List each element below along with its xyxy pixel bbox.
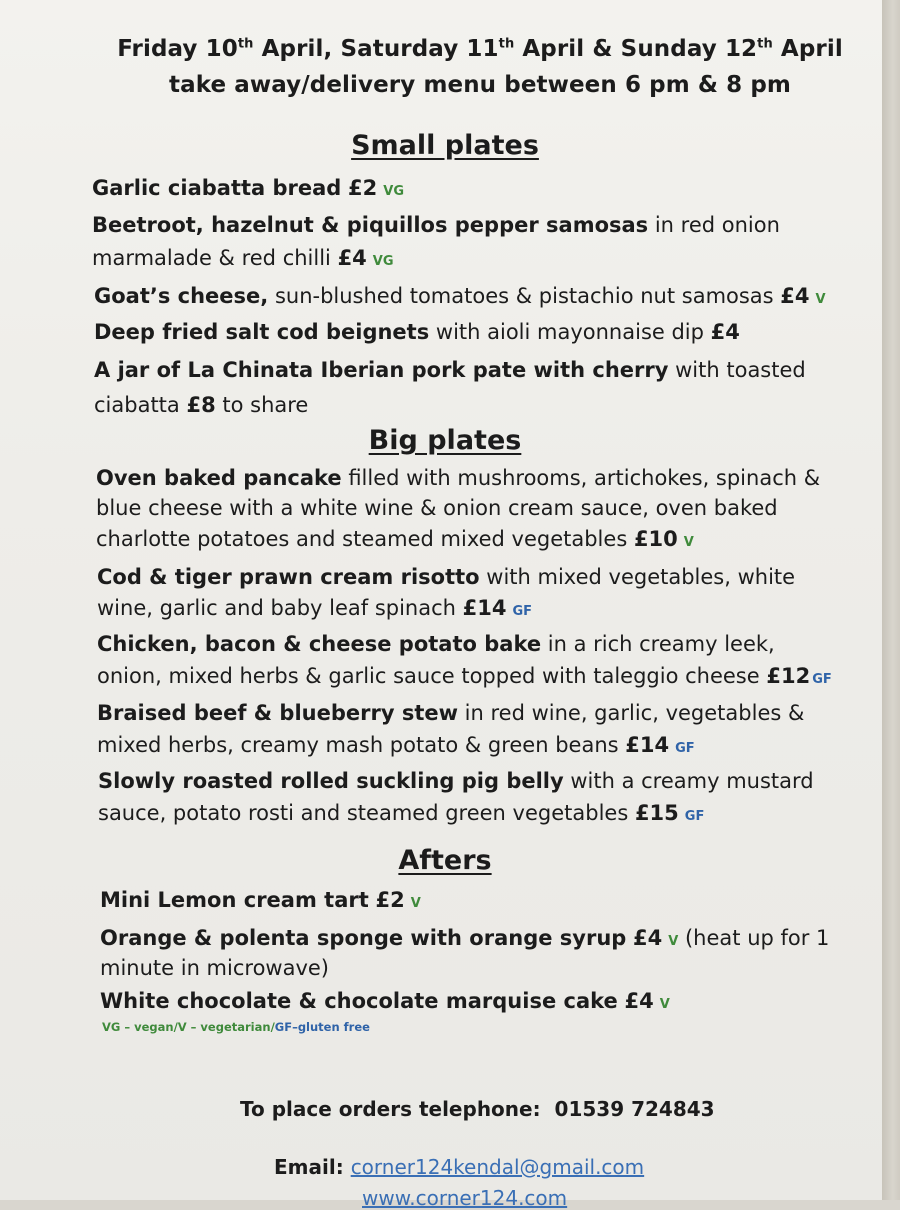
menu-item-pork-pate: [94, 360, 806, 381]
item-description: in red wine, garlic, vegetables &: [458, 701, 805, 725]
email-label: Email:: [274, 1155, 344, 1179]
item-price: £4: [337, 246, 367, 270]
item-name: Mini Lemon cream tart: [100, 888, 369, 912]
website-line: [362, 1186, 567, 1210]
item-price: £4: [633, 926, 663, 950]
menu-item-orange-sponge-cont: [100, 958, 329, 979]
item-price: £8: [186, 393, 216, 417]
date-text: April, Saturday 11: [253, 36, 499, 62]
website-link[interactable]: www.corner124.com: [362, 1186, 568, 1210]
item-description: mixed herbs, creamy mash potato & green beans: [97, 733, 626, 757]
item-price: £14: [462, 596, 507, 620]
dietary-tag: V: [668, 934, 679, 949]
section-title-small-plates: Small plates: [351, 130, 539, 161]
section-title-big-plates: Big plates: [368, 425, 522, 456]
item-description: ciabatta: [94, 393, 187, 417]
dietary-tag: VG: [372, 254, 394, 269]
item-price: £4: [710, 320, 740, 344]
date-text: Friday 10: [117, 36, 238, 62]
item-description: in red onion: [648, 213, 780, 237]
item-description: with aioli mayonnaise dip: [429, 320, 711, 344]
dietary-tag: V: [815, 292, 826, 307]
dietary-key: [102, 1020, 370, 1034]
menu-item-pancake-cont2: [96, 529, 694, 550]
item-description: (heat up for 1: [678, 926, 830, 950]
item-description: sauce, potato rosti and steamed green vegetables: [98, 801, 635, 825]
item-price: £4: [780, 284, 810, 308]
menu-dates: [80, 36, 880, 62]
menu-subtitle: take away/delivery menu between 6 pm & 8 pm: [169, 72, 791, 98]
section-title-afters: Afters: [398, 845, 492, 876]
menu-item-goats-cheese: [94, 286, 826, 307]
menu-item-risotto: [97, 567, 795, 588]
item-price: £10: [633, 527, 678, 551]
item-name: Oven baked pancake: [96, 466, 342, 490]
key-gluten-free: GF–gluten free: [274, 1020, 370, 1034]
key-vegan-vegetarian: VG – vegan/V – vegetarian/: [102, 1020, 275, 1034]
item-name: Braised beef & blueberry stew: [97, 701, 458, 725]
item-description: minute in microwave): [100, 956, 330, 980]
menu-item-potato-bake-cont: [97, 666, 832, 687]
dietary-tag: GF: [684, 809, 705, 824]
item-name: Slowly roasted rolled suckling pig belly: [98, 769, 564, 793]
menu-item-pancake: [96, 468, 820, 489]
menu-item-pig-belly-cont: [98, 803, 704, 824]
item-price: £4: [624, 989, 654, 1013]
item-price: £12: [766, 664, 811, 688]
phone-number[interactable]: 01539 724843: [554, 1097, 715, 1121]
item-price: £15: [634, 801, 679, 825]
dietary-tag: GF: [812, 672, 832, 687]
dietary-tag: V: [410, 896, 421, 911]
item-price: £2: [348, 176, 378, 200]
item-name: Goat’s cheese,: [94, 284, 269, 308]
item-name: Beetroot, hazelnut & piquillos pepper samosas: [92, 213, 649, 237]
item-name: Garlic ciabatta bread: [92, 176, 342, 200]
menu-item-pancake-cont: [96, 498, 778, 519]
item-description: with toasted: [668, 358, 806, 382]
item-description: blue cheese with a white wine & onion cream sauce, oven baked: [96, 496, 778, 520]
item-description: with mixed vegetables, white: [479, 565, 796, 589]
item-description: sun-blushed tomatoes & pistachio nut samosas: [268, 284, 781, 308]
dietary-tag: GF: [675, 741, 695, 756]
item-description: with a creamy mustard: [563, 769, 814, 793]
menu-item-beef-stew: [97, 703, 804, 724]
date-text: April: [772, 36, 843, 62]
dietary-tag: V: [683, 535, 694, 550]
date-text: April & Sunday 12: [514, 36, 758, 62]
dietary-tag: VG: [383, 184, 404, 199]
item-name: Orange & polenta sponge with orange syrup: [100, 926, 627, 950]
menu-item-risotto-cont: [97, 598, 532, 619]
item-description: in a rich creamy leek,: [541, 632, 775, 656]
item-price: £14: [625, 733, 670, 757]
item-name: Deep fried salt cod beignets: [94, 320, 430, 344]
menu-item-pork-pate-cont: [94, 395, 308, 416]
dietary-tag: GF: [512, 604, 533, 619]
menu-item-potato-bake: [97, 634, 775, 655]
item-name: A jar of La Chinata Iberian pork pate with cherry: [94, 358, 669, 382]
menu-item-marquise-cake: [100, 991, 670, 1012]
phone-line: [240, 1097, 715, 1121]
menu-item-beef-stew-cont: [97, 735, 695, 756]
menu-item-garlic-bread: [92, 178, 404, 199]
item-description: to share: [215, 393, 309, 417]
item-name: White chocolate & chocolate marquise cake: [100, 989, 618, 1013]
email-line: [274, 1155, 644, 1179]
item-name: Cod & tiger prawn cream risotto: [97, 565, 480, 589]
date-suffix: th: [237, 36, 254, 52]
menu-item-pig-belly: [98, 771, 814, 792]
item-name: Chicken, bacon & cheese potato bake: [97, 632, 542, 656]
date-suffix: th: [757, 36, 773, 52]
item-description: wine, garlic and baby leaf spinach: [97, 596, 463, 620]
menu-item-lemon-tart: [100, 890, 421, 911]
item-description: filled with mushrooms, artichokes, spinach &: [341, 466, 821, 490]
item-description: charlotte potatoes and steamed mixed vegetables: [96, 527, 634, 551]
item-price: £2: [375, 888, 405, 912]
menu-item-beetroot-samosas-cont: [92, 248, 394, 269]
email-link[interactable]: corner124kendal@gmail.com: [350, 1155, 645, 1179]
item-description: marmalade & red chilli: [92, 246, 338, 270]
menu-item-beetroot-samosas: [92, 215, 780, 236]
date-suffix: th: [498, 36, 515, 52]
phone-label: To place orders telephone:: [240, 1097, 541, 1121]
dietary-tag: V: [659, 997, 670, 1012]
item-description: onion, mixed herbs & garlic sauce topped with taleggio cheese: [97, 664, 767, 688]
menu-item-orange-sponge: [100, 928, 829, 949]
menu-item-cod-beignets: [94, 322, 740, 343]
